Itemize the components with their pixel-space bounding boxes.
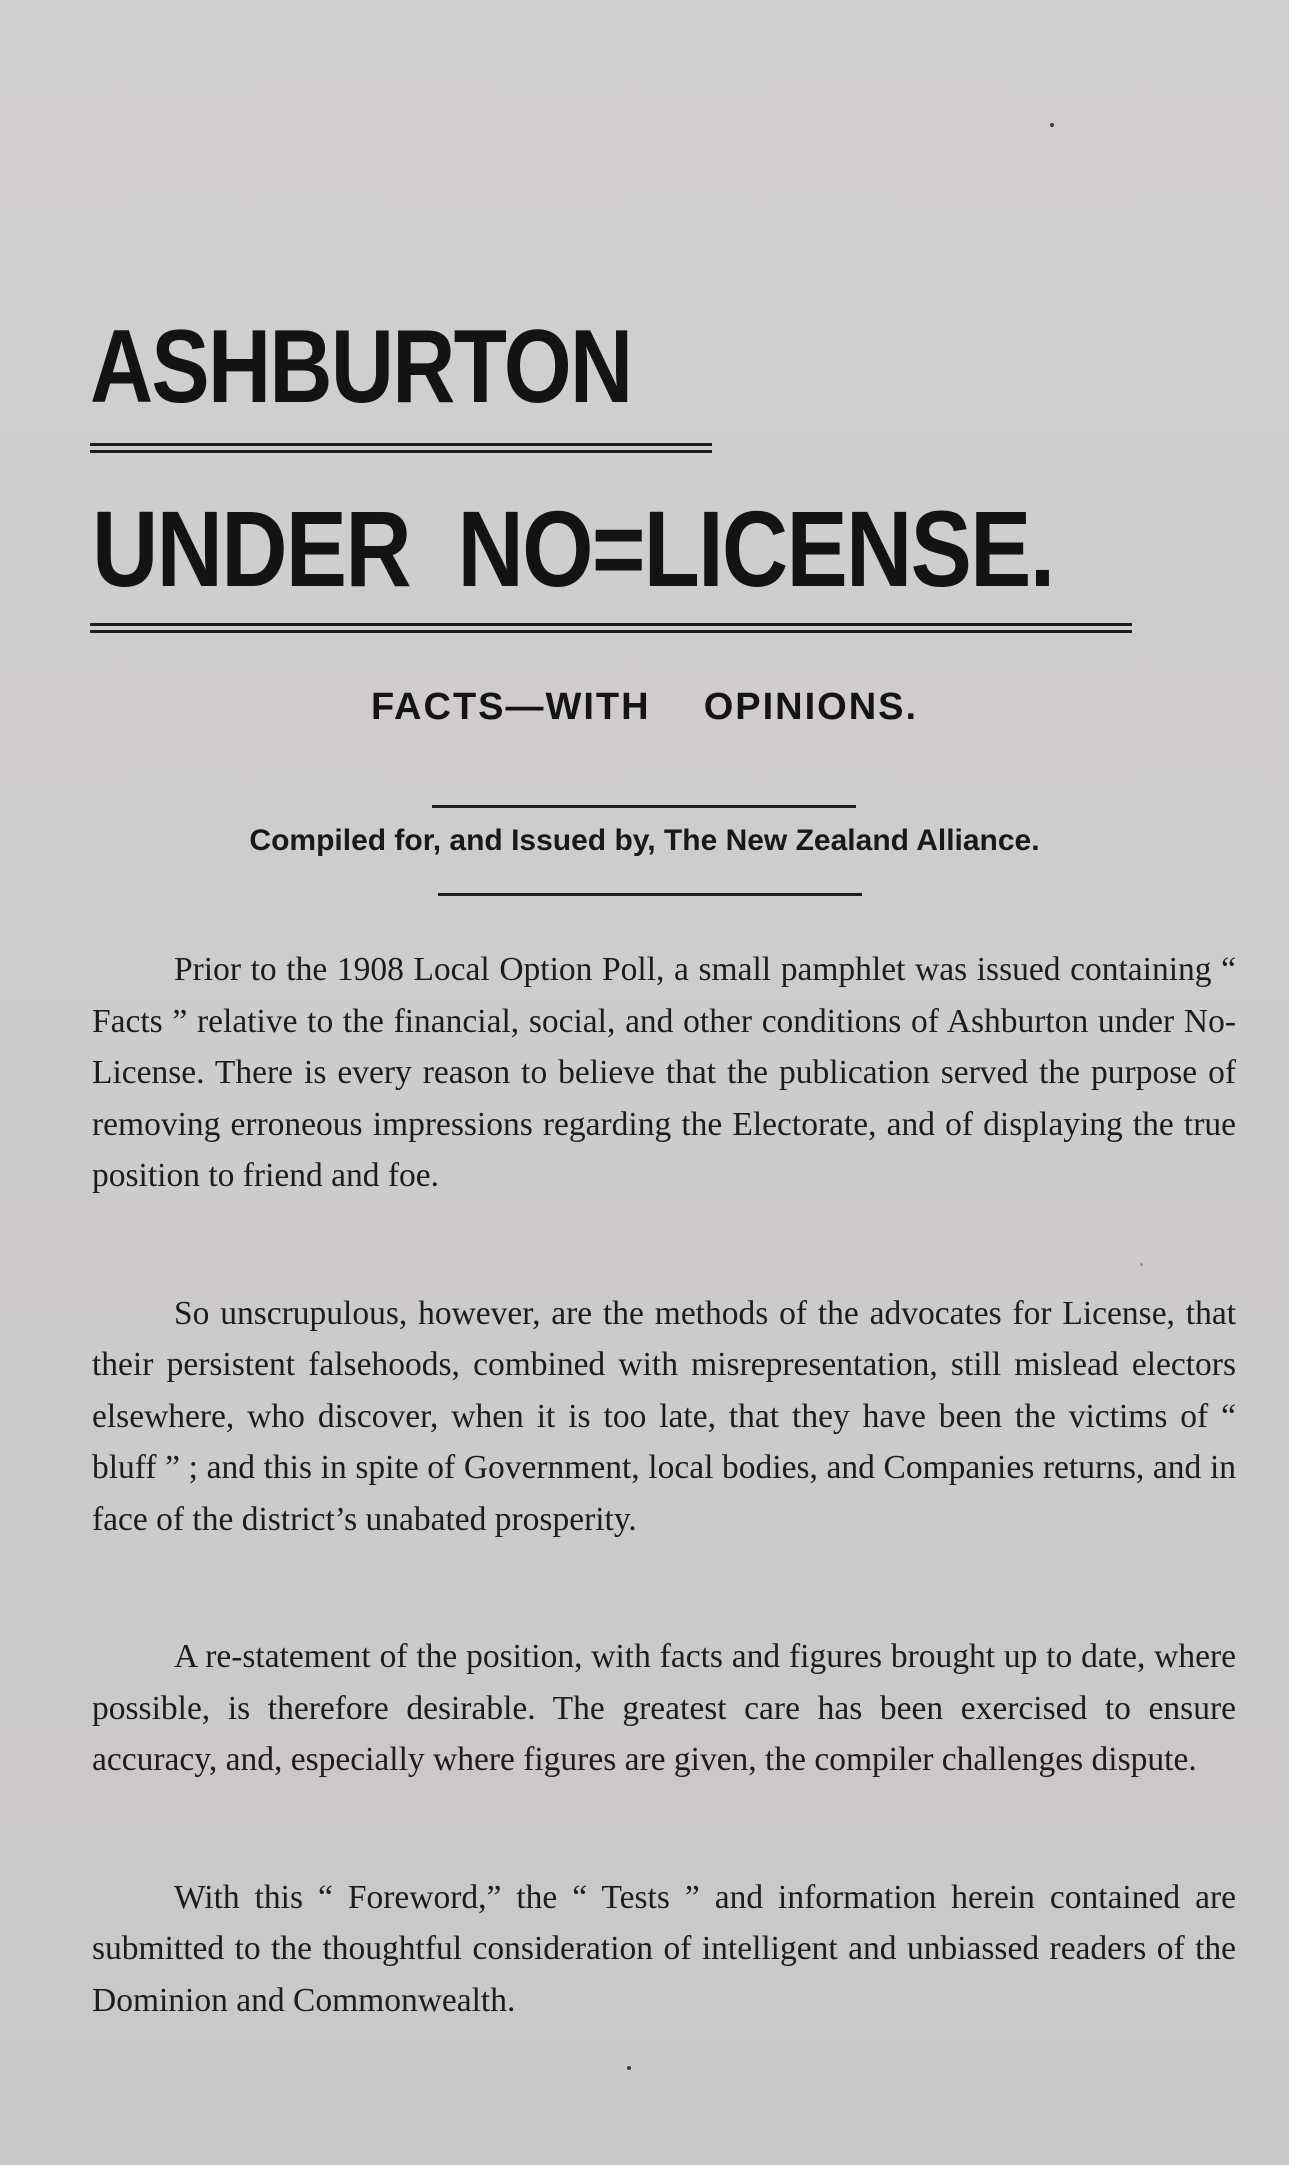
paragraph-2: So unscrupulous, however, are the methods of the advocates for License, that their persistent falsehoods, combined with misrepresentation, still mislead electors elsewhere, who discover, when it is too late, that they have been the victims of “ bluff ” ; and this in spite of Government, local bodies, and Companies returns, and in face of the district’s unabated prosperity. — [92, 1294, 1236, 1538]
paragraph-4: With this “ Foreword,” the “ Tests ” and information herein contained are submitted to the thoughtful consideration of intelligent and unbiassed readers of the Dominion and Commonwealth. — [92, 1878, 1236, 2019]
paper-speck — [1140, 1263, 1143, 1266]
paragraph-3: A re-statement of the position, with facts and figures brought up to date, where possible, is therefore desirable. The greatest care has been exercised to ensure accuracy, and, especially where figures are given, the compiler challenges dispute. — [92, 1638, 1236, 1778]
foreword-body — [92, 944, 1236, 2026]
title-double-rule-2 — [90, 623, 1132, 633]
paper-speck — [1050, 123, 1054, 127]
title-line-2: UNDER NO=LICENSE. — [92, 488, 1054, 609]
compiled-by-line: Compiled for, and Issued by, The New Zealand Alliance. — [249, 824, 1040, 857]
title-line-1: ASHBURTON — [90, 309, 632, 425]
paragraph-1: Prior to the 1908 Local Option Poll, a small pamphlet was issued containing “ Facts ” relative to the financial, social, and other conditions of Ashburton under No-License. There is every reason to believe that the publication served the purpose of removing erroneous impressions regarding the Electorate, and of displaying the true position to friend and foe. — [92, 951, 1236, 1194]
title-double-rule-1 — [90, 443, 712, 453]
divider-top — [432, 805, 856, 808]
subtitle: FACTS—WITH OPINIONS. — [370, 686, 919, 728]
paper-speck — [627, 2066, 631, 2070]
divider-bottom — [438, 893, 862, 896]
